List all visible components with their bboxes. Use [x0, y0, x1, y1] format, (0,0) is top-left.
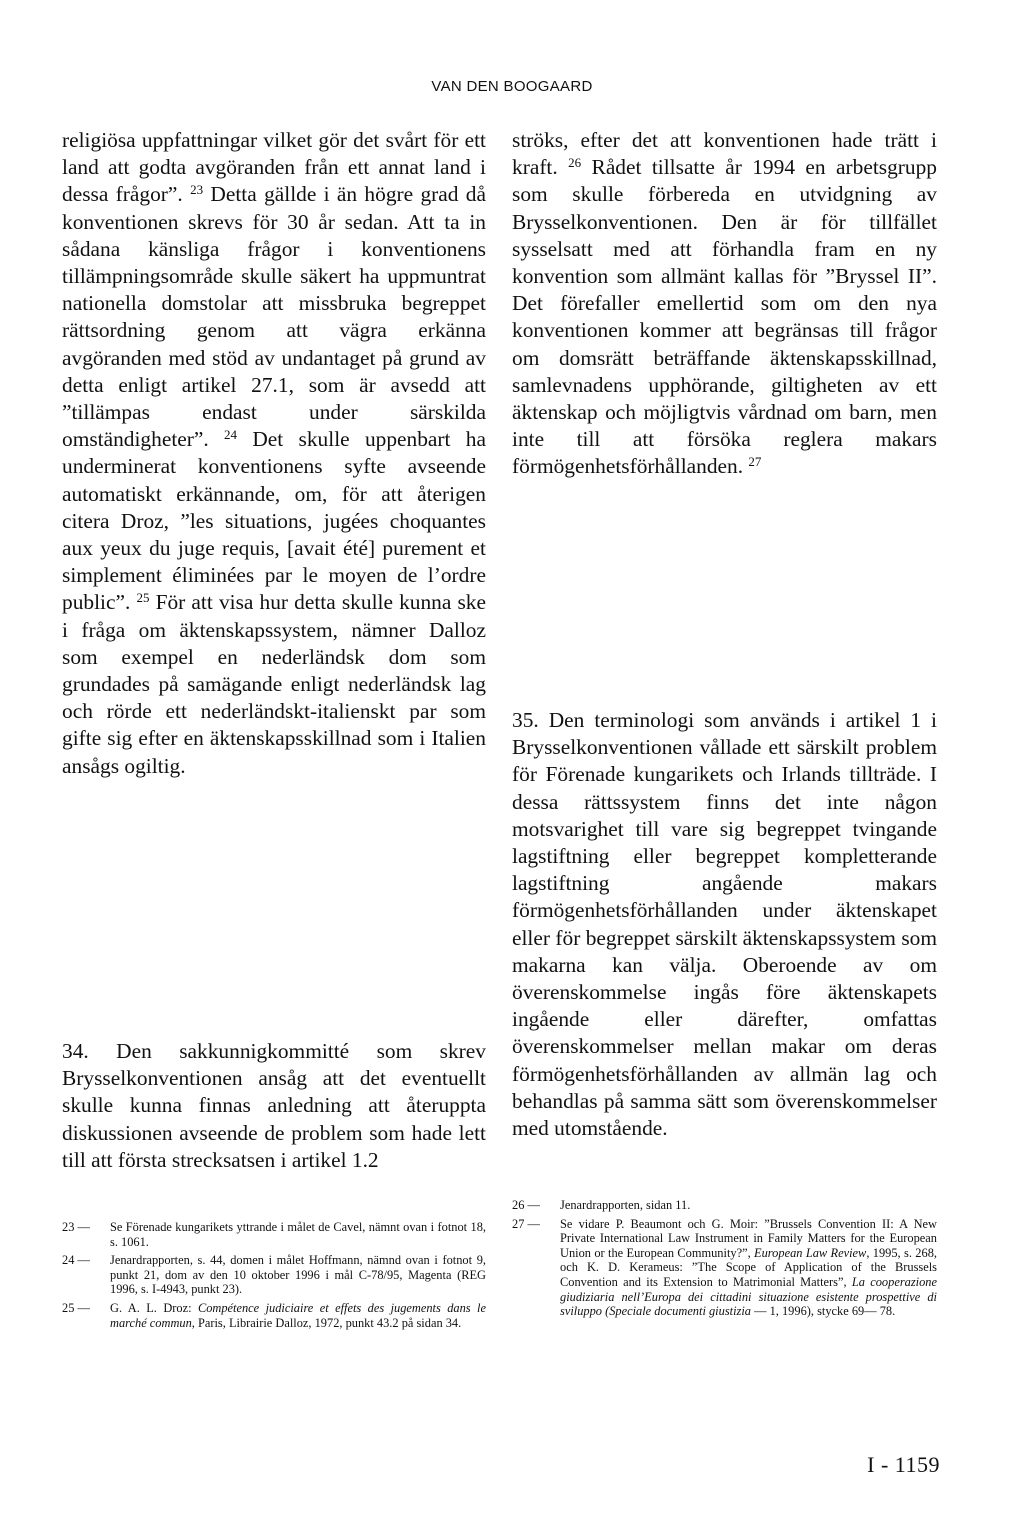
footnote-number: 27 — [512, 1216, 540, 1231]
paragraph-text: Detta gällde i än högre grad då konventionen skrevs för 30 år sedan. Att ta in sådana känsliga frågor i konventionens tillämpningsområde skulle säkert ha uppmuntrat nationella domstolar att missbruka begreppet rättsordning genom att vägra erkänna avgöranden med stöd av undantaget på grund av detta enligt artikel 27.1, som är avsedd att ”tillämpas endast under särskilda omständigheter”. [62, 182, 486, 452]
footnote-number: 24 — [62, 1253, 90, 1268]
footnote-25 [62, 1301, 486, 1330]
paragraph-35: 35. Den terminologi som används i artikel 1 i Brysselkonventionen vållade ett särskilt problem för Förenade kungarikets och Irlands tillträde. I dessa rättssystem finns det inte någon motsvarighet till vare sig begreppet tvingande lagstiftning eller begreppet kompletterande lagstiftning angående makars förmögenhetsförhållanden under äktenskapet eller för begreppet särskilt äktenskapssystem som makarna kan välja. Oberoende av om överenskommelse ingås före äktenskapets ingående eller därefter, omfattas överenskommelser mellan makar om deras förmögenhetsförhållanden av allmän lag och behandlas på samma sätt som överenskommelser med utomstående. [512, 708, 937, 1141]
footnote-text: Jenardrapporten, s. 44, domen i målet Hoffmann, nämnd ovan i fotnot 9, punkt 21, dom av den 10 oktober 1996 i mål C-78/95, Magenta (REG 1996, s. I-4943, punkt 23). [110, 1253, 486, 1297]
paragraph-text: För att visa hur detta skulle kunna ske i fråga om äktenskapssystem, nämner Dalloz som exempel en nederländsk dom som grundades på samägande enligt nederländsk lag och rörde ett nederländskt-italienskt par som gifte sig efter en äktenskapsskillnad som i Italien ansågs ogiltig. [62, 590, 486, 778]
journal-title: European Law Review [754, 1245, 867, 1260]
author: G. A. L. Droz: [110, 1300, 198, 1315]
citation-part: , 1995, s. 268, och K. D. Kerameus: ”The Scope of Application of the Brussels Convention and its Extension to Matrimonial Matters”, [560, 1245, 937, 1289]
paragraph-34: 34. Den sakkunnigkommitté som skrev Brysselkonventionen ansåg att det eventuellt skulle kunna finnas anledning att återuppta diskussionen avseende de problem som hade lett till att första strecksatsen i artikel 1.2 [62, 1039, 486, 1172]
citation-rest: , Paris, Librairie Dalloz, 1972, punkt 43.2 på sidan 34. [191, 1315, 462, 1330]
footnote-27 [512, 1217, 937, 1319]
footnote-ref-26[interactable]: 26 [568, 155, 582, 171]
footnote-text [560, 1217, 937, 1319]
footnotes-right [512, 1198, 937, 1323]
footnote-number: 25 — [62, 1300, 90, 1315]
footnote-ref-25[interactable]: 25 [136, 590, 150, 606]
paragraph-text: Det skulle uppenbart ha underminerat konventionens syfte avseende automatiskt erkännande, om, för att återigen citera Droz, ”les situations, jugées choquantes aux yeux du juge requis, [avait été] purement et simplement éliminées par le moyen de l’ordre public”. [62, 427, 486, 615]
page-number: I - 1159 [867, 1452, 940, 1477]
book-title: La cooperazione giudiziaria nell’Europa dei cittadini situazione esistente prospettive di sviluppo (Speciale documenti giustizia [560, 1274, 937, 1319]
paragraph-34-continued [512, 127, 937, 481]
citation-part: — 1, 1996), stycke 69— 78. [751, 1304, 896, 1319]
footnote-26 [512, 1198, 937, 1213]
running-header: VAN DEN BOOGAARD [431, 78, 593, 95]
citation-part: Se vidare P. Beaumont och G. Moir: ”Brussels Convention II: A New Private International Law Instrument in Family Matters for the European Union or the European Community?”, [560, 1216, 937, 1260]
left-column-paragraph-34 [62, 1038, 486, 1174]
footnote-ref-23[interactable]: 23 [190, 182, 204, 198]
paragraph-text: Rådet tillsatte år 1994 en arbetsgrupp som skulle förbereda en utvidgning av Brysselkonventionen. Den är för tillfället sysselsatt med att förhandla fram en ny konvention som allmänt kallas för ”Bryssel II”. Det förefaller emellertid som om den nya konventionen kommer att begränsas till frågor om domsrätt beträffande äktenskapsskillnad, samlevnadens upphörande, giltigheten av ett äktenskap och möjligtvis vårdnad om barn, men inte till att försöka reglera makars förmögenhetsförhållanden. [512, 155, 937, 479]
footnote-text: Jenardrapporten, sidan 11. [560, 1198, 691, 1212]
book-title: Compétence judiciaire et effets des jugements dans le marché commun [110, 1300, 486, 1330]
right-column-paragraph-35 [512, 707, 937, 1142]
paragraph-33-continued [62, 127, 486, 780]
footnote-ref-27[interactable]: 27 [748, 454, 762, 470]
paragraph-text: religiösa uppfattningar vilket gör det svårt för ett land att godta avgöranden från ett annat land i dessa frågor”. [62, 128, 486, 207]
footnote-ref-24[interactable]: 24 [224, 427, 238, 443]
footnotes-left [62, 1220, 486, 1334]
footnote-24 [62, 1253, 486, 1297]
left-column [62, 127, 486, 780]
right-column [512, 127, 937, 481]
footnote-text [110, 1301, 486, 1330]
footnote-number: 23 — [62, 1220, 90, 1234]
footnote-23 [62, 1220, 486, 1249]
paragraph-text: ströks, efter det att konventionen hade trätt i kraft. [512, 128, 937, 180]
footnote-number: 26 — [512, 1198, 540, 1212]
footnote-text: Se Förenade kungarikets yttrande i målet de Cavel, nämnt ovan i fotnot 18, s. 1061. [110, 1220, 486, 1249]
